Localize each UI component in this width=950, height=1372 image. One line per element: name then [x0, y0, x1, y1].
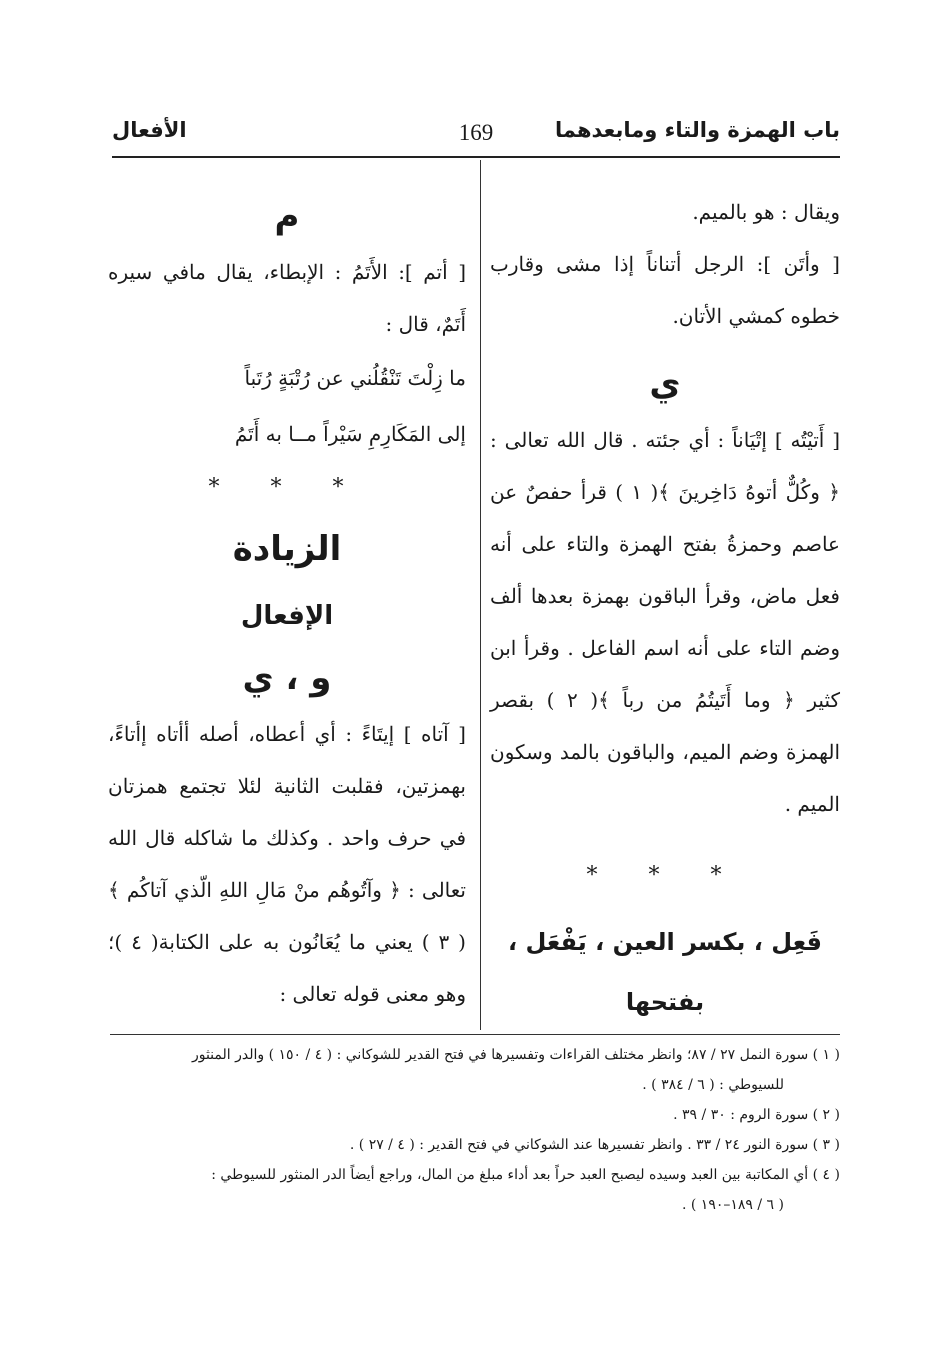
paragraph: [ وأتَن ]: الرجل أتناناً إذا مشى وقارب خطوه كمشي الأتان.	[490, 252, 840, 328]
section-title: فَعِل ، بكسر العين ، يَفْعَل ، بفتحها	[508, 928, 822, 1016]
letter-heading-waw-ya: و ، ي	[242, 658, 332, 698]
chapter-title: باب الهمزة والتاء ومابعدهما	[555, 118, 840, 142]
paragraph: ويقال : هو بالميم.	[692, 200, 840, 224]
footnote-4: ( ٤ ) أي المكاتبة بين العبد وسيده ليصبح العبد حراً بعد أداء مبلغ من المال، وراجع أيضاً الدر المنثور للسيوطي :	[211, 1167, 840, 1183]
footnote-1: ( ١ ) سورة النمل ٢٧ / ٨٧؛ وانظر مختلف القراءات وتفسيرها في فتح القدير للشوكاني : ( ٤ / ١٥٠ ) والدر المنثور	[191, 1047, 840, 1063]
page-number: 169	[458, 120, 494, 145]
paragraph: [ أَتيْتُه ] إتْيَاناً : أي جئته . قال الله تعالى : ﴿ وكُلٌّ أتوهُ دَاخِرينَ ﴾( ١ ) قرأ حفصٌ عن عاصم وحمزةُ بفتح الهمزة والتاء على أنه فعل ماض، وقرأ الباقون بهمزة بعدها ألف وضم التاء على أنه اسم الفاعل . وقرأ ابن كثير ﴿ وما أَتَيتُمُ من رباً ﴾( ٢ ) بقصر الهمزة وضم الميم، والباقون بالمد وسكون الميم .	[490, 428, 840, 816]
verse-line: ما زِلْتَ تَنْقُلُني عن رُتْبَةٍ رُتَباً	[244, 366, 466, 390]
paragraph: [ أتم ]: الأَتَمُ : الإبطاء، يقال مافي سيره أَتَمٌ، قال :	[108, 260, 466, 336]
verse-line: إلى المَكَارِمِ سَيْراً مــا به أَتَمُ	[234, 422, 466, 446]
section-title-mid: الإفعال	[240, 601, 334, 631]
section-title-big: الزيادة	[232, 529, 342, 569]
page-header	[112, 112, 840, 158]
left-column	[108, 186, 466, 1020]
paragraph: [ آتاه ] إيتَاءً : أي أعطاه، أصله أأتاه إأتاءً، بهمزتين، فقلبت الثانية لئلا تجتمع همزتان في حرف واحد . وكذلك ما شاكله قال الله تعالى : ﴿ وآتُوهُم منْ مَالِ اللهِ الّذي آتاكُم ﴾( ٣ ) يعني ما يُعَانُون به على الكتابة( ٤ )؛ وهو معنى قوله تعالى :	[108, 722, 466, 1006]
letter-heading-ya: ي	[649, 364, 681, 404]
column-divider	[480, 160, 481, 1030]
footnote-rule	[110, 1034, 840, 1035]
footnote-4-cont: ( ٦ / ١٨٩–١٩٠ ) .	[681, 1197, 784, 1213]
separator-stars: * * *	[208, 475, 366, 500]
footnote-2: ( ٢ ) سورة الروم : ٣٠ / ٣٩ .	[673, 1107, 840, 1123]
footnote-3: ( ٣ ) سورة النور ٢٤ / ٣٣ . وانظر تفسيرها عند الشوكاني في فتح القدير : ( ٤ / ٢٧ ) .	[349, 1137, 840, 1153]
letter-heading-mim: م	[274, 196, 300, 236]
footnotes	[110, 1040, 840, 1220]
footnote-1-cont: للسيوطي : ( ٦ / ٣٨٤ ) .	[642, 1077, 784, 1093]
separator-stars: * * *	[586, 863, 744, 888]
right-column	[490, 186, 840, 1032]
section-heading: الأفعال	[112, 118, 187, 142]
